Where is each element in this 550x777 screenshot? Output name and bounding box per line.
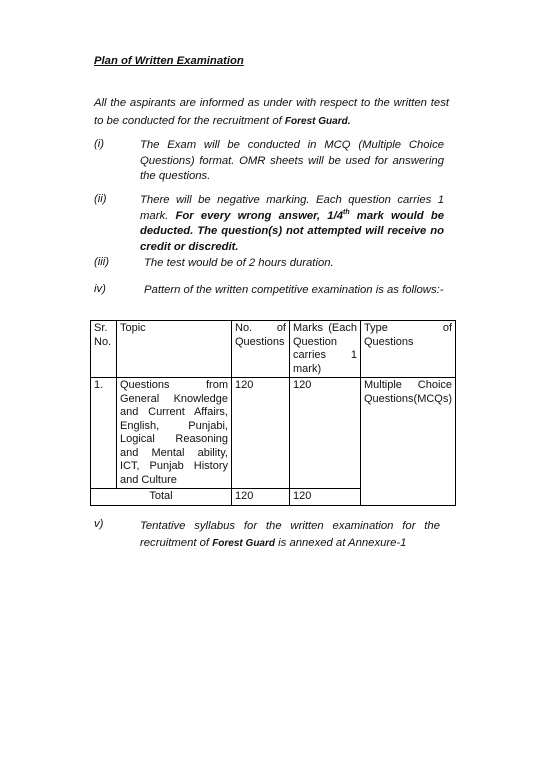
cell-type: Multiple Choice Questions(MCQs) (361, 378, 456, 506)
total-marks: 120 (290, 489, 361, 506)
total-questions: 120 (232, 489, 290, 506)
item-5-post-name: Forest Guard (212, 538, 275, 549)
intro-post-name: Forest Guard (284, 116, 348, 127)
intro-paragraph (94, 94, 449, 131)
cell-questions: 120 (232, 378, 290, 489)
exam-pattern-table (90, 320, 456, 506)
cell-sr: 1. (91, 378, 117, 489)
item-5-number: v) (94, 518, 104, 530)
item-5-text (140, 518, 440, 552)
item-1-number: (i) (94, 138, 105, 150)
item-4-text: Pattern of the written competitive examination is as follows:- (144, 284, 444, 296)
item-2-bold-pre: For every wrong answer, 1/4 (175, 209, 343, 222)
item-1-text: The Exam will be conducted in MCQ (Multiple Choice Questions) format. OMR sheets will be used for answering the questions. (140, 139, 444, 182)
item-3-text: The test would be of 2 hours duration. (144, 257, 334, 269)
header-type: Type of Questions (361, 321, 456, 378)
item-2-plain: There will be negative marking. Each question carries 1 mark. (140, 194, 444, 222)
item-4-number: iv) (94, 283, 106, 295)
item-2-number: (ii) (94, 193, 107, 205)
item-2-bold-sup: th (343, 208, 350, 216)
page-title: Plan of Written Examination (94, 55, 244, 67)
item-2-text (140, 193, 444, 255)
intro-text: All the aspirants are informed as under with respect to the written test to be conducted for the recruitment of (94, 97, 449, 127)
cell-marks: 120 (290, 378, 361, 489)
total-label: Total (91, 489, 232, 506)
header-marks: Marks (Each Question carries 1 mark) (290, 321, 361, 378)
table-header-row (91, 321, 456, 378)
header-no-of-questions: No. of Questions (232, 321, 290, 378)
header-topic: Topic (117, 321, 232, 378)
table-row (91, 378, 456, 489)
item-3-number: (iii) (94, 256, 110, 268)
intro-end: . (347, 116, 351, 127)
item-2-bold-post: mark would be deducted. The question(s) not attempted will receive no credit or discredit. (140, 209, 445, 253)
cell-topic: Questions from General Knowledge and Current Affairs, English, Punjabi, Logical Reasoning and Mental ability, ICT, Punjab History and Culture (117, 378, 232, 489)
item-5-text-pre: Tentative syllabus for the written examination for the recruitment of (140, 520, 440, 549)
header-sr-no: Sr. No. (91, 321, 117, 378)
item-5-text-post: is annexed at Annexure-1 (278, 537, 407, 549)
